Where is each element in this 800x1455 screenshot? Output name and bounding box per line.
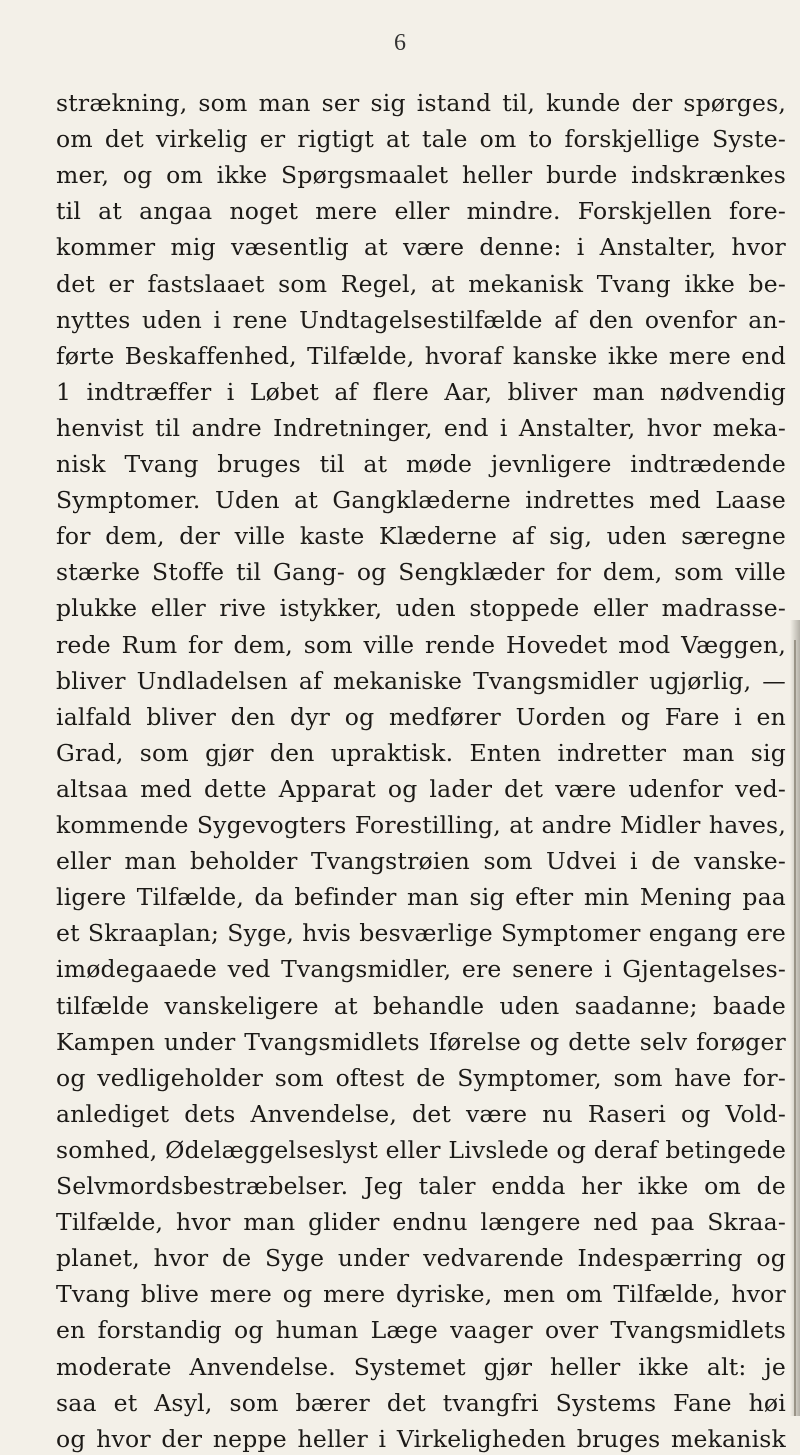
text-line: Tilfælde, hvor man glider endnu længere ned paa Skraa- bbox=[56, 1208, 786, 1237]
text-line: strækning, som man ser sig istand til, kunde der spørges, bbox=[56, 89, 786, 117]
text-line: Tvang blive mere og mere dyriske, men om Tilfælde, hvor bbox=[56, 1280, 786, 1309]
text-line: om det virkelig er rigtigt at tale om to forskjellige Syste- bbox=[56, 125, 786, 154]
text-line: til at angaa noget mere eller mindre. Forskjellen fore- bbox=[56, 197, 786, 226]
text-line: det er fastslaaet som Regel, at mekanisk Tvang ikke be- bbox=[56, 269, 786, 298]
page-edge-line bbox=[794, 640, 796, 1416]
text-line: nisk Tvang bruges til at møde jevnligere indtrædende bbox=[56, 450, 786, 478]
text-line: Symptomer. Uden at Gangklæderne indrettes med Laase bbox=[56, 486, 786, 515]
text-line: planet, hvor de Syge under vedvarende Indespærring og bbox=[56, 1244, 786, 1273]
text-line: moderate Anvendelse. Systemet gjør heller ikke alt: je bbox=[56, 1352, 786, 1381]
text-line: førte Beskaffenhed, Tilfælde, hvoraf kanske ikke mere end bbox=[56, 341, 786, 370]
text-line: for dem, der ville kaste Klæderne af sig, uden særegne bbox=[56, 522, 786, 551]
page-number: 6 bbox=[394, 30, 406, 56]
text-line: tilfælde vanskeligere at behandle uden saadanne; baade bbox=[56, 991, 786, 1020]
text-line: ligere Tilfælde, da befinder man sig efter min Mening paa bbox=[56, 883, 786, 912]
text-line: stærke Stoffe til Gang- og Sengklæder for dem, som ville bbox=[56, 558, 786, 587]
text-line: imødegaaede ved Tvangsmidler, ere senere i Gjentagelses- bbox=[56, 955, 786, 984]
text-line: eller man beholder Tvangstrøien som Udvei i de vanske- bbox=[56, 847, 786, 876]
text-line: og vedligeholder som oftest de Symptomer, som have for- bbox=[56, 1063, 786, 1092]
text-line: nyttes uden i rene Undtagelsestilfælde af den ovenfor an- bbox=[56, 305, 786, 334]
text-line: ialfald bliver den dyr og medfører Uorden og Fare i en bbox=[56, 702, 786, 731]
text-line: en forstandig og human Læge vaager over Tvangsmidlets bbox=[56, 1316, 786, 1345]
text-line: og hvor der neppe heller i Virkeligheden bruges mekanisk bbox=[56, 1424, 786, 1453]
text-line: saa et Asyl, som bærer det tvangfri Systems Fane høi bbox=[56, 1388, 786, 1417]
text-line: plukke eller rive istykker, uden stoppede eller madrasse- bbox=[56, 594, 786, 623]
text-line: Kampen under Tvangsmidlets Iførelse og dette selv forøger bbox=[56, 1027, 786, 1056]
text-line: henvist til andre Indretninger, end i Anstalter, hvor meka- bbox=[56, 413, 786, 442]
text-line: kommende Sygevogters Forestilling, at andre Midler haves, bbox=[56, 811, 786, 839]
text-line: somhed, Ødelæggelseslyst eller Livslede og deraf betingede bbox=[56, 1135, 787, 1164]
text-line: Selvmordsbestræbelser. Jeg taler endda her ikke om de bbox=[56, 1172, 786, 1200]
text-line: bliver Undladelsen af mekaniske Tvangsmidler ugjørlig, — bbox=[56, 666, 786, 695]
text-line: rede Rum for dem, som ville rende Hovedet mod Væggen, bbox=[56, 630, 786, 659]
text-line: et Skraaplan; Syge, hvis besværlige Symptomer engang ere bbox=[56, 919, 786, 948]
text-line: kommer mig væsentlig at være denne: i Anstalter, hvor bbox=[56, 233, 786, 262]
text-line: Grad, som gjør den upraktisk. Enten indretter man sig bbox=[56, 738, 786, 767]
text-line: mer, og om ikke Spørgsmaalet heller burde indskrænkes bbox=[56, 161, 786, 190]
text-line: altsaa med dette Apparat og lader det være udenfor ved- bbox=[56, 774, 786, 803]
text-line: anlediget dets Anvendelse, det være nu Raseri og Vold- bbox=[56, 1099, 786, 1128]
text-line: 1 indtræffer i Løbet af flere Aar, bliver man nødvendig bbox=[56, 377, 786, 406]
